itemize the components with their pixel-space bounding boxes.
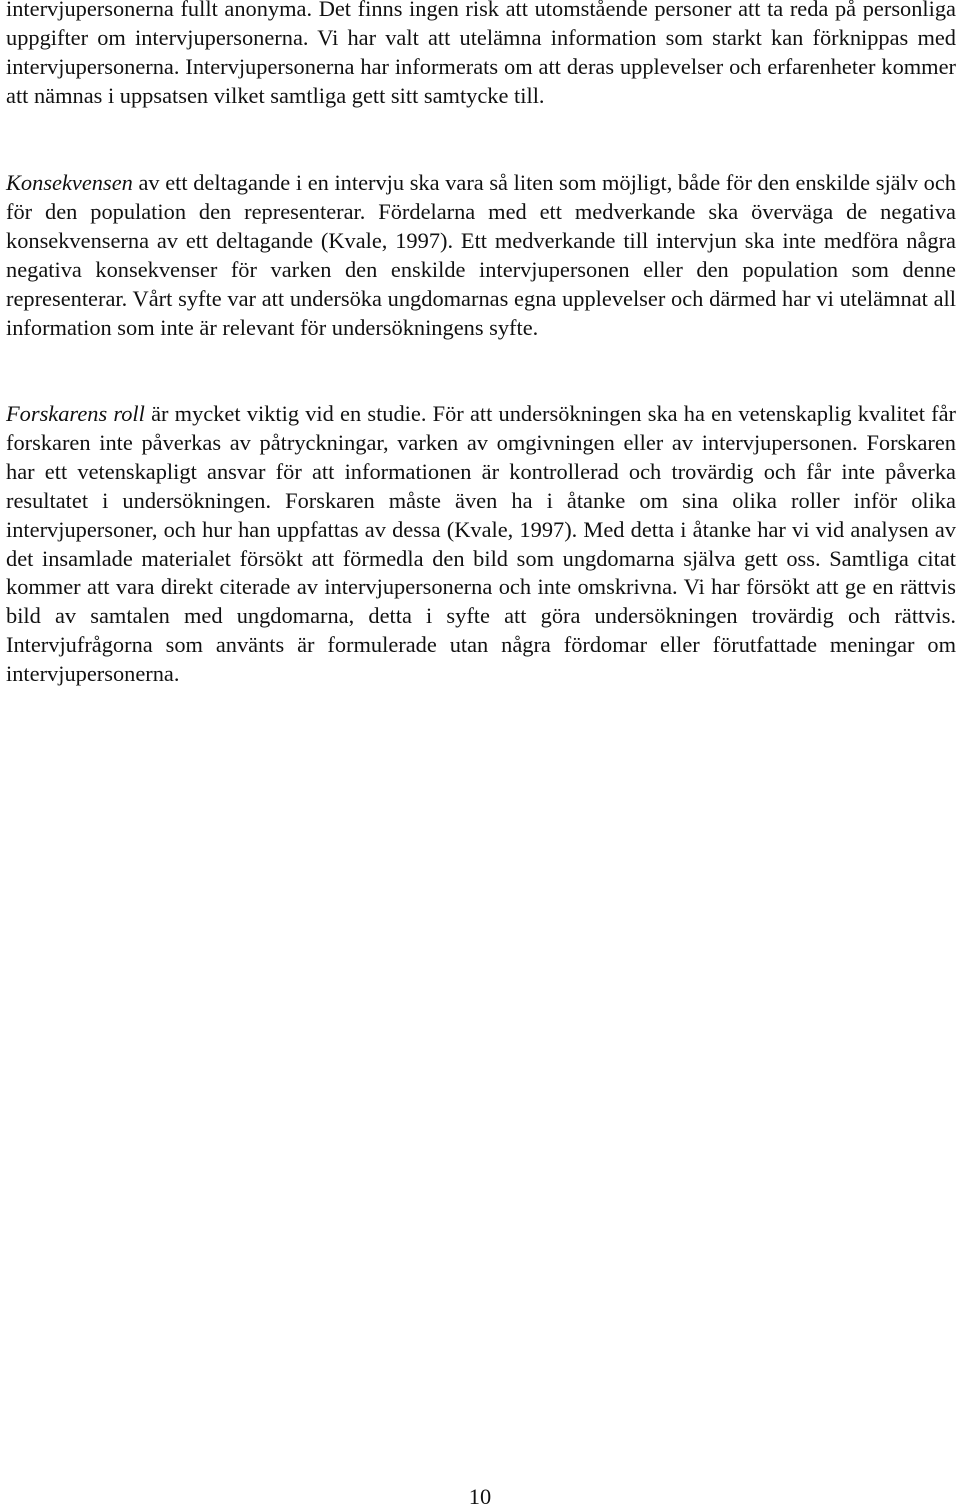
paragraph-anonymity (6, 0, 956, 111)
page-number: 10 (468, 1484, 492, 1509)
paragraph-text: är mycket viktig vid en studie. För att undersökningen ska ha en vetenskaplig kvalitet får forskaren inte påverkas av påtryckningar, varken av omgivningen eller av intervjupersonen. Forskaren har ett vetenskapligt ansvar för att informationen är kontrollerad och trovärdig och får inte påverka resultatet i undersökningen. Forskaren måste även ha i åtanke om sina olika roller inför olika intervjupersoner, och hur han uppfattas av dessa (Kvale, 1997). Med detta i åtanke har vi vid analysen av det insamlade materialet försökt att förmedla den bild som ungdomarna själva gett oss. Samtliga citat kommer att vara direkt citerade av intervjupersonerna och inte omskrivna. Vi har försökt att ge en rättvis bild av samtalen med ungdomarna, detta i syfte att göra undersökningen trovärdig och rättvis. Intervjufrågorna som använts är formulerade utan några fördomar eller förutfattade meningar om intervjupersonerna. (6, 401, 956, 687)
paragraph-consequences (6, 169, 956, 342)
paragraph-lead-italic: Konsekvensen (6, 170, 133, 195)
paragraph-lead-italic: Forskarens roll (6, 401, 145, 426)
paragraph-text: intervjupersonerna fullt anonyma. Det finns ingen risk att utomstående personer att ta reda på personliga uppgifter om intervjupersonerna. Vi har valt att utelämna information som starkt kan förknippas med intervjupersonerna. Intervjupersonerna har informerats om att deras upplevelser och erfarenheter kommer att nämnas i uppsatsen vilket samtliga gett sitt samtycke till. (6, 0, 956, 108)
paragraph-researcher-role (6, 400, 956, 689)
paragraph-text: av ett deltagande i en intervju ska vara så liten som möjligt, både för den enskilde själv och för den population den representerar. Fördelarna med ett medverkande ska överväga de negativa konsekvenserna av ett deltagande (Kvale, 1997). Ett medverkande till intervjun ska inte medföra några negativa konsekvenser för varken den enskilde intervjupersonen eller den population som denne representerar. Vårt syfte var att undersöka ungdomarnas egna upplevelser och därmed har vi utelämnat all information som inte är relevant för undersökningens syfte. (6, 170, 956, 340)
